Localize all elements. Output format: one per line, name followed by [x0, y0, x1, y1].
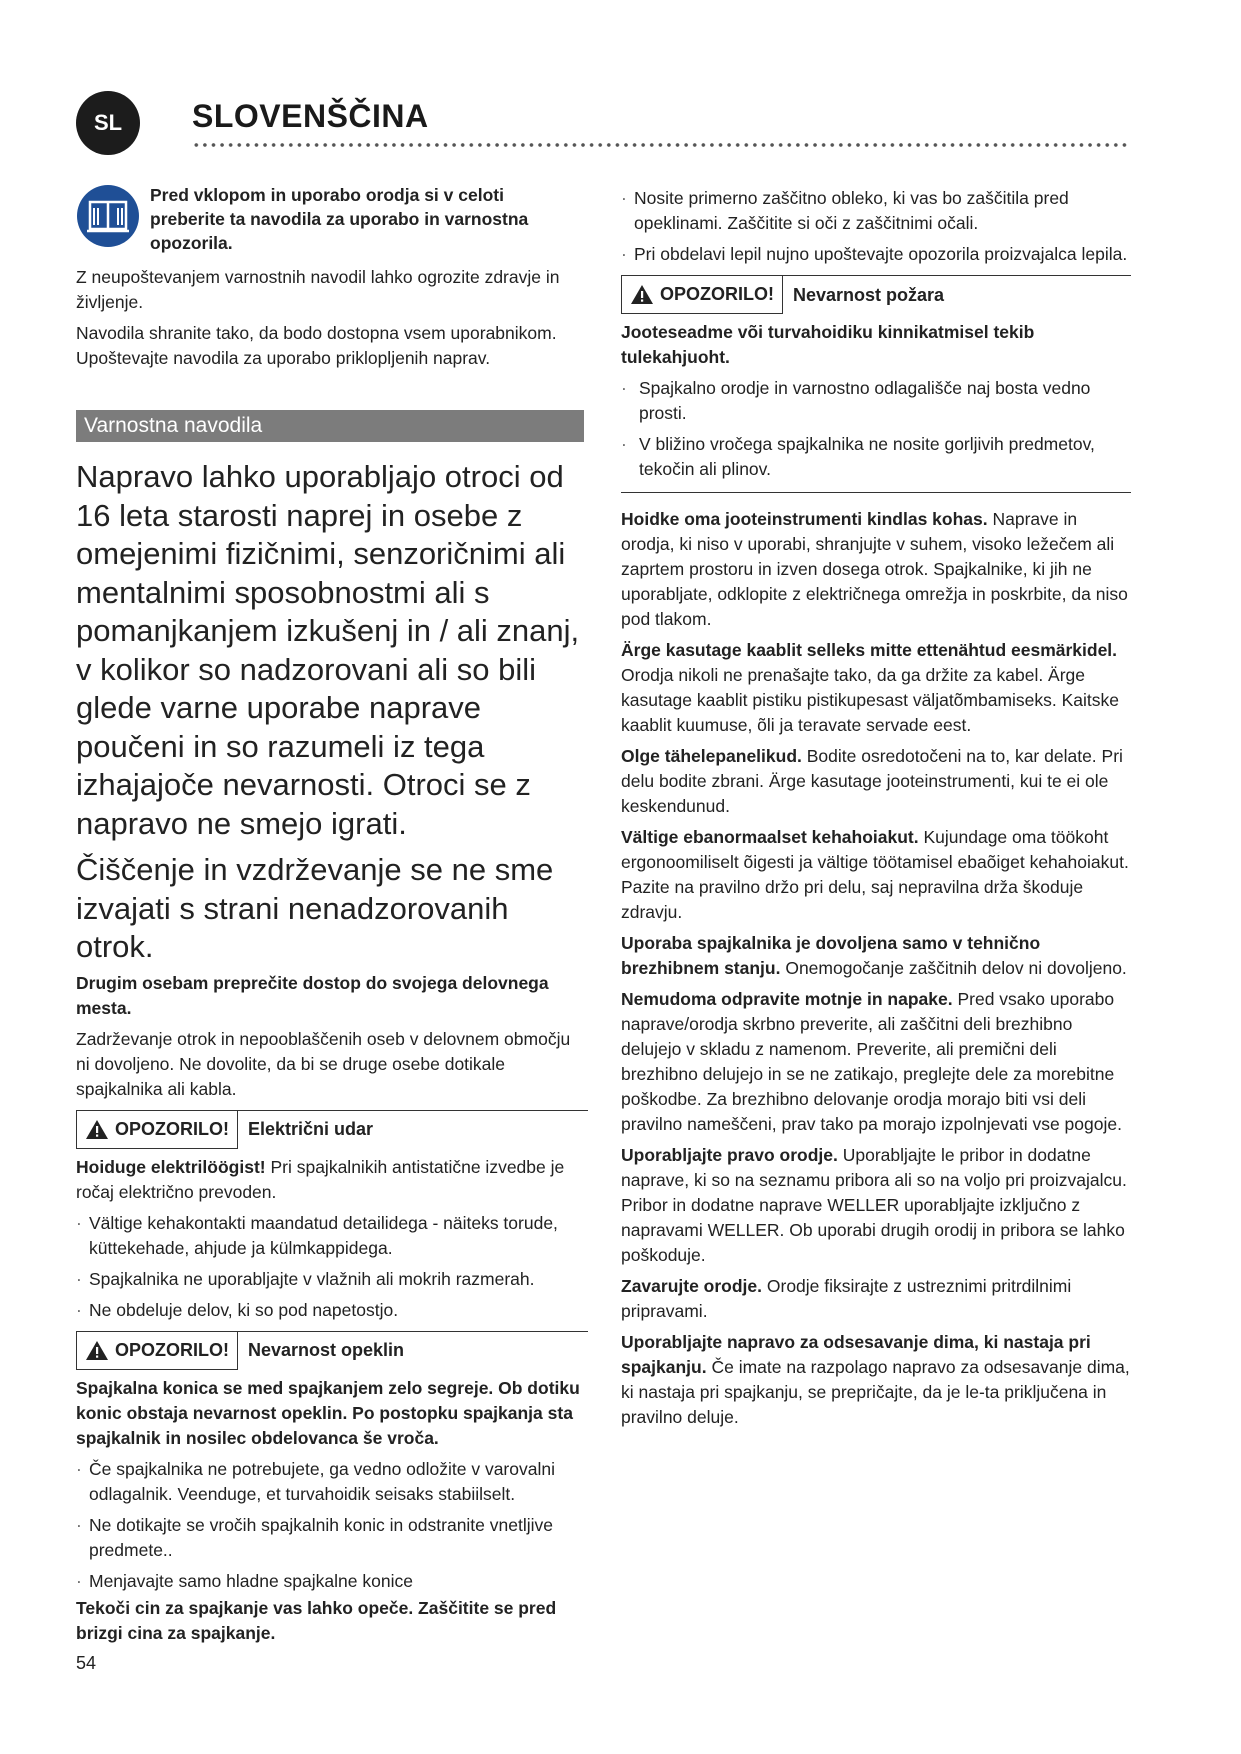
warning-lead-bold: Hoiduge elektrilöögist!	[76, 1156, 266, 1177]
protection-list	[621, 186, 1131, 267]
intro-warning: Pred vklopom in uporabo orodja si v celoti preberite ta navodila za uporabo in varnostna opozorila.	[150, 185, 529, 253]
children-notice: Napravo lahko uporabljajo otroci od 16 leta starosti naprej in osebe z omejenimi fizičnimi, senzoričnimi ali mentalnimi sposobnostmi ali s pomanjkanjem izkušenj in / ali znanj, v kolikor so nadzorovani ali so bili glede varne uporabe naprave poučeni in so razumeli iz tega izhajajoče nevarnosti. Otroci se z napravo ne smejo igrati.	[76, 459, 580, 841]
safety-paragraph	[621, 931, 1131, 981]
list-item: · Spajkalno orodje in varnostno odlagališče naj bosta vedno prosti.	[621, 376, 1131, 426]
paragraph-heading: Ärge kasutage kaablit selleks mitte ettenähtud eesmärkidel.	[621, 640, 1118, 660]
electric-list	[76, 1211, 588, 1323]
warning-electric-shock	[76, 1110, 588, 1149]
intro-text	[76, 265, 586, 377]
paragraph-text: Uporabljajte le pribor in dodatne naprave, ki so na seznamu pribora ali so na voljo pri proizvajalcu. Pribor in dodatne naprave WELLER uporabljajte izključno z napravami WELLER. Ob uporabi drugih orodij in pribora se lahko poškoduje.	[621, 1145, 1127, 1265]
warning-title: Nevarnost opeklin	[248, 1340, 405, 1360]
burns-list	[76, 1457, 588, 1594]
language-code: SL	[93, 110, 123, 135]
safety-paragraph	[621, 1274, 1131, 1324]
warning-triangle-icon	[630, 284, 654, 305]
language-badge	[76, 91, 140, 155]
paragraph-heading: Uporabljajte pravo orodje.	[621, 1145, 838, 1165]
paragraph-heading: Uporabljajte napravo za odsesavanje dima, ki nastaja pri spajkanju.	[621, 1332, 1091, 1377]
solder-warning: Tekoči cin za spajkanje vas lahko opeče. Zaščitite se pred brizgi cina za spajkanje.	[76, 1597, 557, 1643]
warning-label-box	[621, 276, 783, 314]
list-item: · Menjavajte samo hladne spajkalne konice	[76, 1569, 588, 1594]
warning-label: OPOZORILO!	[115, 1118, 229, 1139]
list-item: · Nosite primerno zaščitno obleko, ki vas bo zaščitila pred opeklinami. Zaščitite si oči z zaščitnimi očali.	[621, 186, 1131, 236]
list-item: · Če spajkalnika ne potrebujete, ga vedno odložite v varovalni odlagalnik. Veenduge, et turvahoidik seisaks stabiilselt.	[76, 1457, 588, 1507]
warning-label: OPOZORILO!	[115, 1339, 229, 1360]
intro-paragraph: Z neupoštevanjem varnostnih navodil lahko ogrozite zdravje in življenje.	[76, 267, 560, 312]
fire-section	[621, 376, 1131, 493]
left-column	[76, 458, 588, 1652]
dotted-divider	[192, 141, 1128, 149]
safety-paragraph	[621, 1330, 1131, 1430]
right-column	[621, 186, 1131, 1436]
safety-paragraph	[621, 507, 1131, 632]
warning-lead-text: Pri spajkalnikih antistatične izvedbe je ročaj električno prevoden.	[76, 1156, 565, 1202]
access-heading: Drugim osebam preprečite dostop do svojega delovnega mesta.	[76, 972, 549, 1018]
list-item: · Ne obdeluje delov, ki so pod napetostjo.	[76, 1298, 588, 1323]
paragraph-text: Orodje fiksirajte z ustreznimi pritrdilnimi pripravami.	[621, 1276, 1072, 1321]
cleaning-notice: Čiščenje in vzdrževanje se ne sme izvajati s strani nenadzorovanih otrok.	[76, 852, 554, 964]
paragraph-text: Kujundage oma töökoht ergonoomiliselt õigesti ja vältige töötamisel ebaõiget kehahoiakut. Pazite na pravilno držo pri delu, saj nepravilna drža škoduje zdravju.	[621, 827, 1129, 922]
paragraph-heading: Olge tähelepanelikud.	[621, 746, 802, 766]
fire-list	[621, 376, 1131, 482]
page-title: SLOVENŠČINA	[192, 98, 429, 134]
paragraph-text: Če imate na razpolago napravo za odsesavanje dima, ki nastaja pri spajkanju, se prepričajte, da je le-ta priključena in pravilno deluje.	[621, 1357, 1130, 1427]
warning-triangle-icon	[85, 1340, 109, 1361]
warning-title: Nevarnost požara	[793, 284, 945, 305]
safety-paragraph	[621, 825, 1131, 925]
warning-burns	[76, 1331, 588, 1370]
page-number: 54	[76, 1653, 97, 1673]
intro-paragraph: Navodila shranite tako, da bodo dostopna vsem uporabnikom. Upoštevajte navodila za uporabo priklopljenih naprav.	[76, 323, 557, 368]
safety-paragraph	[621, 987, 1131, 1137]
list-item: · Ne dotikajte se vročih spajkalnih konic in odstranite vnetljive predmete..	[76, 1513, 588, 1563]
warning-title: Električni udar	[248, 1119, 374, 1139]
paragraph-heading: Hoidke oma jooteinstrumenti kindlas kohas.	[621, 509, 988, 529]
paragraph-heading: Vältige ebanormaalset kehahoiakut.	[621, 827, 919, 847]
paragraph-text: Naprave in orodja, ki niso v uporabi, shranjujte v suhem, visoko ležečem ali zaprtem prostoru in izven dosega otrok. Spajkalnike, ki jih ne uporabljate, odklopite z električnega omrežja in poskrbite, da niso pod tlakom.	[621, 509, 1128, 629]
access-text: Zadrževanje otrok in nepooblaščenih oseb v delovnem območju ni dovoljeno. Ne dovolite, da bi se druge osebe dotikale spajkalnika ali kabla.	[76, 1028, 571, 1099]
book-icon	[77, 185, 139, 247]
paragraph-heading: Uporaba spajkalnika je dovoljena samo v tehnično brezhibnem stanju.	[621, 933, 1041, 978]
warning-lead	[76, 1155, 588, 1205]
warning-label-box	[76, 1111, 238, 1149]
list-item: · Pri obdelavi lepil nujno upoštevajte opozorila proizvajalca lepila.	[621, 242, 1131, 267]
warning-lead-bold: Jooteseadme või turvahoidiku kinnikatmisel tekib tulekahjuoht.	[621, 322, 1035, 367]
warning-label: OPOZORILO!	[660, 284, 774, 304]
paragraph-text: Bodite osredotočeni na to, kar delate. Pri delu bodite zbrani. Ärge kasutage jooteinstrumenti, kui te ei ole keskendunud.	[621, 746, 1123, 816]
warning-triangle-icon	[85, 1119, 109, 1140]
safety-paragraphs	[621, 507, 1131, 1430]
list-item: · V bližino vročega spajkalnika ne nosite gorljivih predmetov, tekočin ali plinov.	[621, 432, 1131, 482]
warning-fire	[621, 275, 1131, 314]
list-item: · Vältige kehakontakti maandatud detailidega - näiteks torude, küttekehade, ahjude ja külmkappidega.	[76, 1211, 588, 1261]
paragraph-heading: Zavarujte orodje.	[621, 1276, 763, 1296]
warning-label-box	[76, 1332, 238, 1370]
warning-lead-bold: Spajkalna konica se med spajkanjem zelo segreje. Ob dotiku konic obstaja nevarnost opeklin. Po postopku spajkanja sta spajkalnik in nosilec obdelovanca še vroča.	[76, 1377, 580, 1448]
paragraph-text: Orodja nikoli ne prenašajte tako, da ga držite za kabel. Ärge kasutage kaablit pistiku pistikupesast väljatõmbamiseks. Kaitske kaablit kuumuse, õli ja teravate servade eest.	[621, 665, 1120, 735]
paragraph-text: Onemogočanje zaščitnih delov ni dovoljeno.	[780, 958, 1127, 978]
paragraph-heading: Nemudoma odpravite motnje in napake.	[621, 989, 953, 1009]
safety-paragraph	[621, 638, 1131, 738]
section-heading: Varnostna navodila	[76, 410, 584, 442]
safety-paragraph	[621, 744, 1131, 819]
safety-paragraph	[621, 1143, 1131, 1268]
paragraph-text: Pred vsako uporabo naprave/orodja skrbno preverite, ali zaščitni deli brezhibno delujejo v skladu z namenom. Preverite, ali premični deli brezhibno delujejo in se ne zatikajo, preglejte dele za morebitne poškodbe. Za brezhibno delovanje orodja morajo biti vsi deli pravilno nameščeni, prav tako pa morajo izpolnjevati vse pogoje.	[621, 989, 1122, 1134]
list-item: · Spajkalnika ne uporabljajte v vlažnih ali mokrih razmerah.	[76, 1267, 588, 1292]
